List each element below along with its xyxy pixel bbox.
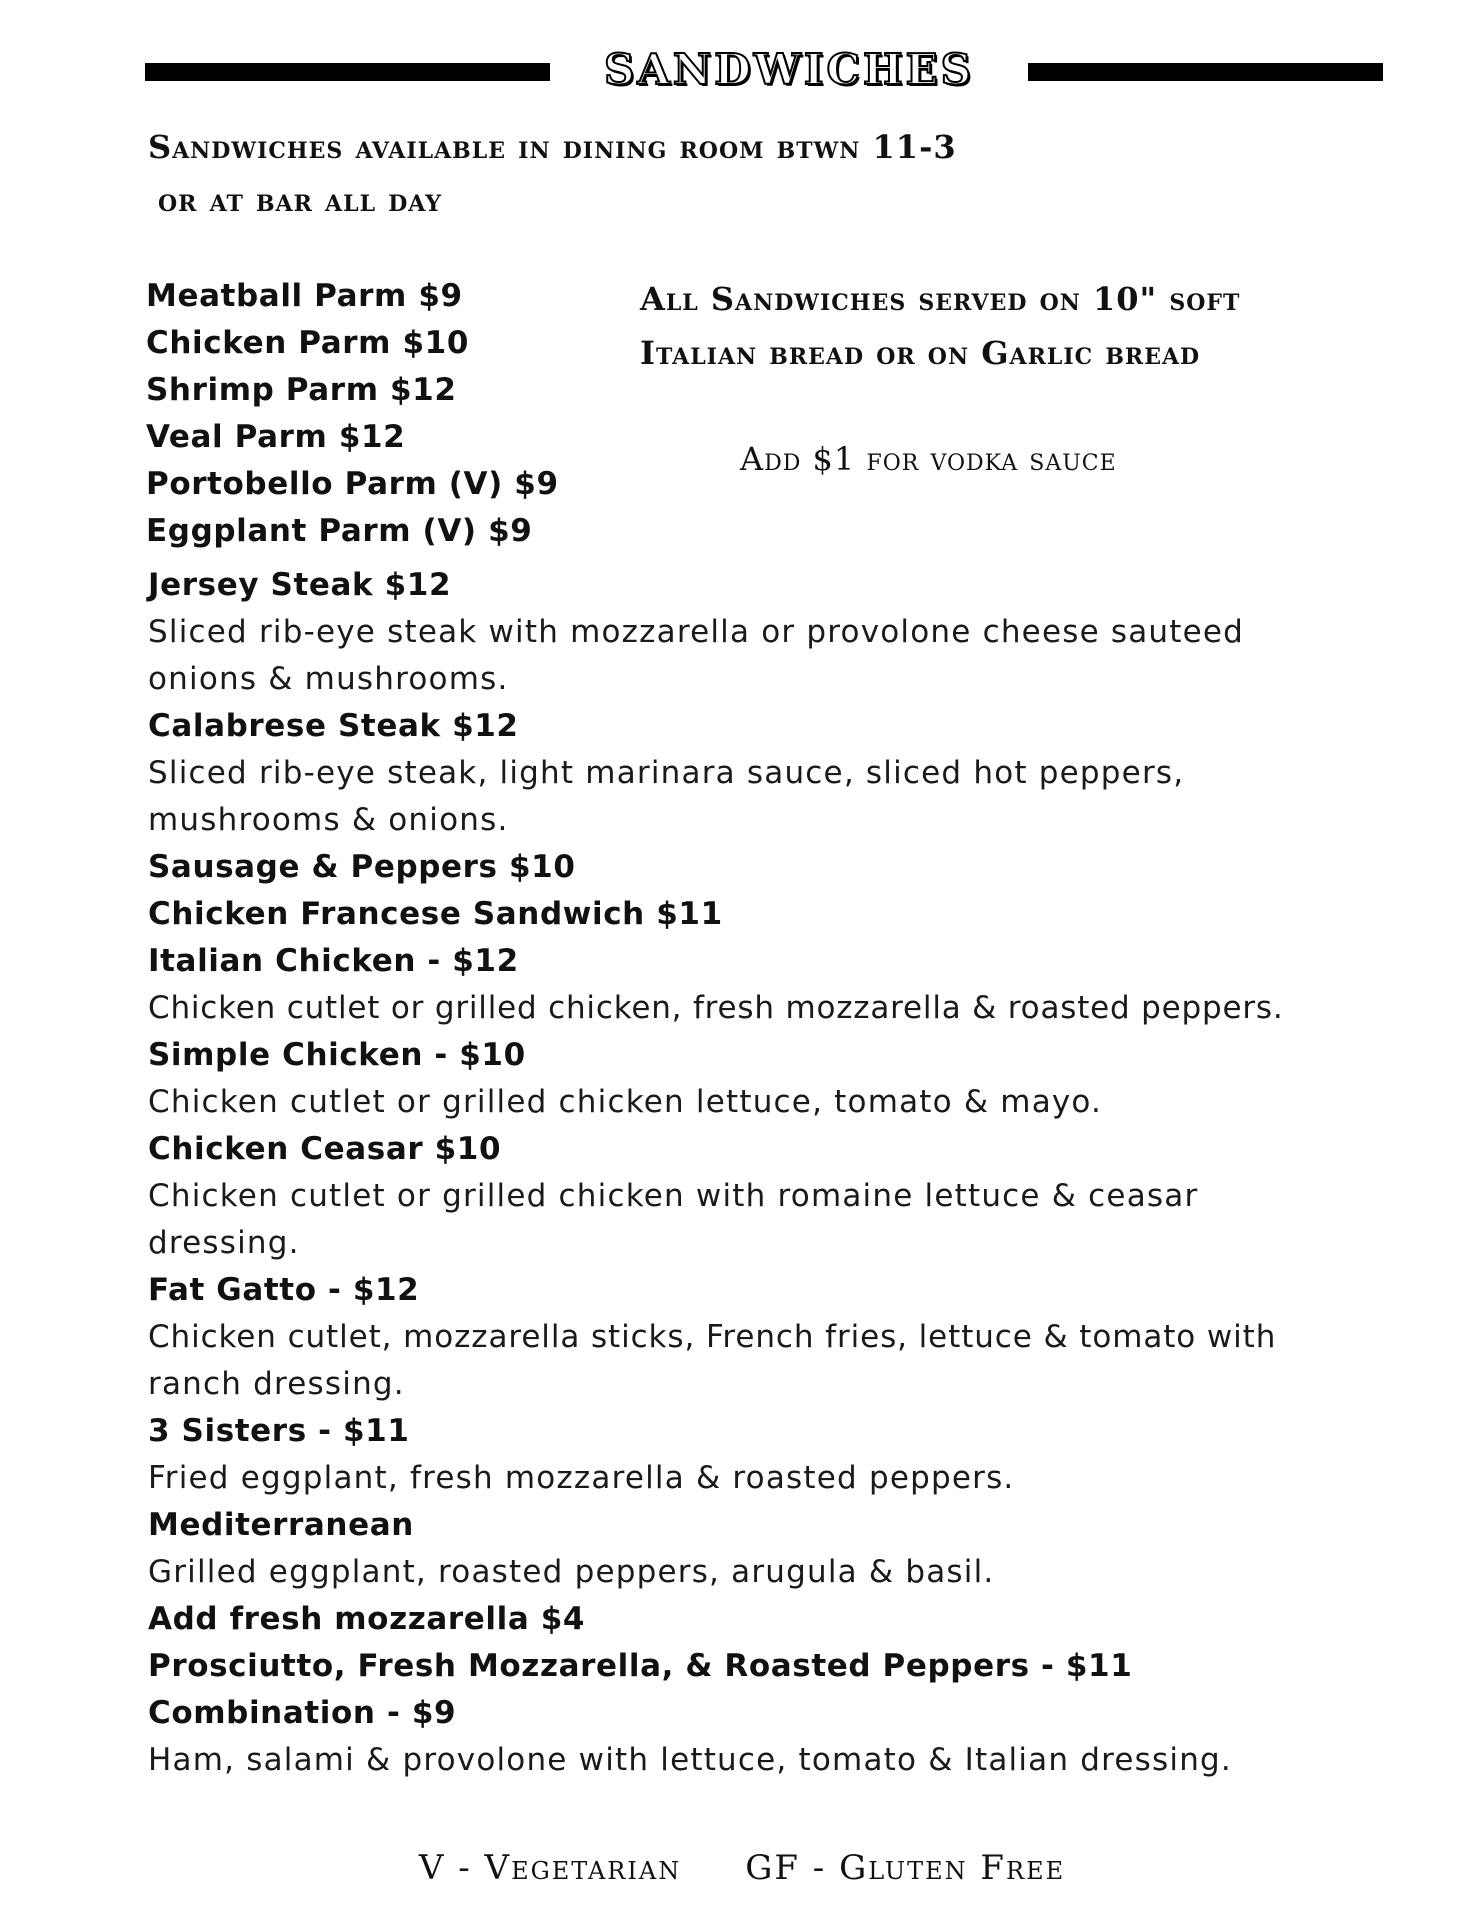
item-description: Ham, salami & provolone with lettuce, tomato & Italian dressing. — [148, 1742, 1232, 1778]
menu-item: Simple Chicken - $10 — [148, 1037, 526, 1073]
menu-item: 3 Sisters - $11 — [148, 1413, 410, 1449]
menu-item: Meatball Parm $9 — [146, 278, 463, 314]
bread-note-line-1: All Sandwiches served on 10" soft — [640, 280, 1241, 318]
menu-item: Portobello Parm (V) $9 — [146, 466, 559, 502]
section-title: SANDWICHES — [604, 45, 974, 94]
menu-item: Combination - $9 — [148, 1695, 457, 1731]
item-description: dressing. — [148, 1225, 300, 1261]
dietary-legend: V - Vegetarian GF - Gluten Free — [418, 1848, 1066, 1888]
menu-item: Chicken Ceasar $10 — [148, 1131, 502, 1167]
menu-item: Chicken Francese Sandwich $11 — [148, 896, 723, 932]
header-rule-left — [145, 63, 550, 81]
item-description: Sliced rib-eye steak, light marinara sauce, sliced hot peppers, — [148, 755, 1185, 791]
header-rule-right — [1028, 63, 1383, 81]
menu-header — [145, 45, 1383, 94]
menu-item: Mediterranean — [148, 1507, 414, 1543]
item-description: Fried eggplant, fresh mozzarella & roasted peppers. — [148, 1460, 1015, 1496]
item-description: Chicken cutlet or grilled chicken with romaine lettuce & ceasar — [148, 1178, 1199, 1214]
menu-item: Italian Chicken - $12 — [148, 943, 519, 979]
menu-item: Prosciutto, Fresh Mozzarella, & Roasted Peppers - $11 — [148, 1648, 1133, 1684]
bread-note-line-2: Italian bread or on Garlic bread — [640, 334, 1201, 372]
item-description: Chicken cutlet or grilled chicken, fresh mozzarella & roasted peppers. — [148, 990, 1284, 1026]
item-description: mushrooms & onions. — [148, 802, 509, 838]
item-description: onions & mushrooms. — [148, 661, 509, 697]
menu-item: Calabrese Steak $12 — [148, 708, 519, 744]
menu-item: Chicken Parm $10 — [146, 325, 469, 361]
availability-note-line-2: or at bar all day — [158, 181, 442, 219]
item-description: Sliced rib-eye steak with mozzarella or provolone cheese sauteed — [148, 614, 1245, 650]
item-description: Chicken cutlet or grilled chicken lettuce, tomato & mayo. — [148, 1084, 1103, 1120]
item-description: Grilled eggplant, roasted peppers, arugula & basil. — [148, 1554, 995, 1590]
menu-item: Jersey Steak $12 — [148, 567, 452, 603]
menu-item: Fat Gatto - $12 — [148, 1272, 420, 1308]
menu-item: Add fresh mozzarella $4 — [148, 1601, 586, 1637]
item-description: Chicken cutlet, mozzarella sticks, French fries, lettuce & tomato with — [148, 1319, 1277, 1355]
menu-item: Sausage & Peppers $10 — [148, 849, 576, 885]
menu-item: Shrimp Parm $12 — [146, 372, 457, 408]
vodka-sauce-note: Add $1 for vodka sauce — [740, 440, 1117, 478]
menu-item: Veal Parm $12 — [146, 419, 406, 455]
item-description: ranch dressing. — [148, 1366, 405, 1402]
availability-note-line-1: Sandwiches available in dining room btwn 11-3 — [148, 128, 957, 166]
menu-item: Eggplant Parm (V) $9 — [146, 513, 533, 549]
